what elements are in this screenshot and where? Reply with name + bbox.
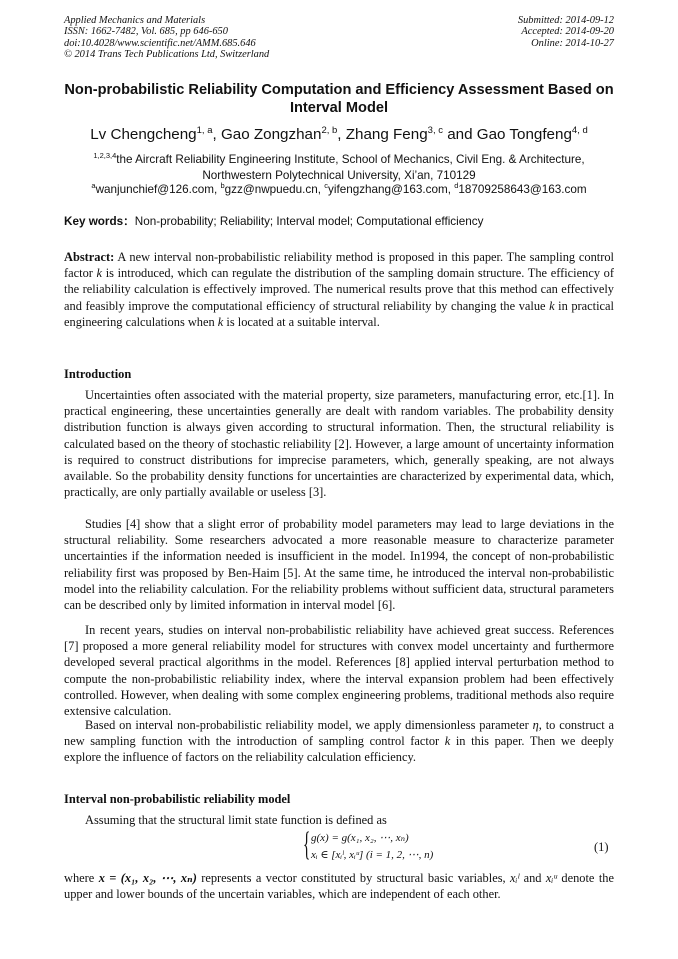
- affiliation-sup: 1,2,3,4: [93, 151, 117, 160]
- author-name: Lv Chengcheng: [90, 126, 197, 143]
- section-heading-model: Interval non-probabilistic reliability model: [64, 792, 291, 806]
- intro-paragraph-4: [64, 717, 614, 766]
- journal-info: [64, 15, 269, 61]
- email-sup: d: [454, 181, 459, 190]
- intro-paragraph-1: Uncertainties often associated with the material property, size parameters, manufacturing error, etc.[1]. In practical engineering, these uncertainties generally are dealt with random variables. The probability density distribution function is always given according to structural information. Then, the structural reliability is calculated based on the theory of stochastic reliability [2]. However, a large amount of uncertainty information is required to construct distributions for imprecise parameters, which, generally speaking, are not always available. So the probability density functions for uncertainties are characterized by experimental data, which, practically, are only partially available or useless [3].: [64, 388, 614, 500]
- author-affil-sup: 1, a: [196, 125, 213, 136]
- math-k: k: [217, 314, 224, 329]
- paragraph-text: , to construct a new sampling function with the introduction of sampling control factor: [64, 718, 614, 749]
- paper-title: Non-probabilistic Reliability Computation and Efficiency Assessment Based on Interval Model: [64, 82, 614, 116]
- affiliation-line-2: Northwestern Polytechnical University, Xi’an, 710129: [202, 168, 476, 182]
- author-separator: ,: [337, 126, 346, 143]
- email-address: wanjunchief@126.com,: [95, 183, 221, 196]
- paragraph-text: and: [519, 871, 546, 885]
- email-address: 18709258643@163.com: [458, 183, 587, 196]
- equation-1: [311, 830, 433, 864]
- doi-line: doi:10.4028/www.scientific.net/AMM.685.646: [64, 37, 256, 49]
- model-intro-text: Assuming that the structural limit state function is defined as: [85, 813, 387, 827]
- author-affil-sup: 3, c: [427, 125, 443, 136]
- abstract-text: A new interval non-probabilistic reliability method is proposed in this paper. The sampling control factor: [64, 250, 614, 281]
- paragraph-text: denote the upper and lower bounds of the uncertain variables, which are independent of each other.: [64, 871, 614, 902]
- keywords: [64, 214, 483, 229]
- math-eta: η: [532, 718, 539, 732]
- author-list: [64, 121, 614, 145]
- author-name: Zhang Feng: [345, 126, 428, 143]
- where-paragraph: [64, 870, 614, 902]
- author-emails: [64, 179, 614, 197]
- equation-line-2: xᵢ ∈ [xᵢˡ, xᵢᵘ] (i = 1, 2, ⋯, n): [311, 849, 434, 861]
- issn-line: ISSN: 1662-7482, Vol. 685, pp 646-650: [64, 26, 228, 38]
- publication-dates: [518, 15, 614, 49]
- paragraph-text: represents a vector constituted by structural basic variables,: [196, 871, 511, 885]
- accepted-date: Accepted: 2014-09-20: [521, 26, 614, 38]
- paragraph-text: in this paper. Then we deeply explore the influence of factors on the reliability calculation efficiency.: [64, 734, 614, 765]
- author-name: Gao Tongfeng: [476, 126, 572, 143]
- keywords-text: Non-probability; Reliability; Interval model; Computational efficiency: [134, 215, 484, 228]
- equation-brace: {: [303, 826, 311, 863]
- math-x-vector: x = (x₁, x₂, ⋯, xₙ): [98, 871, 197, 885]
- math-x-upper: xᵢᵘ: [545, 871, 557, 885]
- keywords-label: Key words：: [64, 215, 135, 228]
- email-sup: a: [91, 181, 96, 190]
- affiliation: [64, 148, 614, 183]
- email-sup: b: [220, 181, 225, 190]
- author-affil-sup: 2, b: [321, 125, 338, 136]
- author-affil-sup: 4, d: [571, 125, 588, 136]
- affiliation-text: the Aircraft Reliability Engineering Institute, School of Mechanics, Civil Eng. & Architecture,: [116, 153, 585, 166]
- author-separator: and: [442, 126, 477, 143]
- online-date: Online: 2014-10-27: [531, 37, 614, 49]
- email-address: yifengzhang@163.com,: [328, 183, 455, 196]
- equation-line-1: g(x) = g(x₁, x₂, ⋯, xₙ): [311, 832, 409, 844]
- paragraph-text: where: [64, 871, 99, 885]
- section-heading-introduction: Introduction: [64, 367, 132, 381]
- intro-paragraph-2: Studies [4] show that a slight error of probability model parameters may lead to large deviations in the structural reliability. Some researchers advocated a more reasonable measure to characterize parameter uncertainties if the information needed is insufficient in the model. In1994, the concept of non-probabilistic reliability first was proposed by Ben-Haim [5]. At the same time, he introduced the interval non-probabilistic model into the reliability calculation. For the reliability problems without sufficient data, structural parameters can be described only by limited information in interval model [6].: [64, 517, 614, 613]
- abstract-text: is located at a suitable interval.: [223, 314, 380, 329]
- abstract-text: in practical engineering calculations when: [64, 298, 615, 329]
- math-k: k: [549, 298, 555, 313]
- email-sup: c: [324, 181, 328, 190]
- abstract-label: Abstract:: [64, 250, 115, 264]
- journal-name: Applied Mechanics and Materials: [64, 15, 206, 26]
- math-k: k: [444, 734, 451, 749]
- copyright-line: © 2014 Trans Tech Publications Ltd, Switzerland: [64, 49, 270, 61]
- intro-paragraph-3: In recent years, studies on interval non-probabilistic reliability have achieved great success. References [7] proposed a more general reliability model for structures with convex model uncertainty and furthermore developed several practical algorithms in the model. References [8] applied interval perturbation method to compute the non-probabilistic reliability index, where the interval expansion problem had been effectively controlled. However, when dealing with some complex engineering problems, traditional methods also require extensive calculation.: [64, 623, 614, 719]
- equation-number: (1): [594, 840, 609, 854]
- abstract-text: is introduced, which can regulate the distribution of the sampling domain structure. The efficiency of the reliability calculation is effectively improved. The numerical results prove that this method can effectively and feasibly improve the computational efficiency of structural reliability by changing the value: [64, 266, 614, 313]
- paragraph-text: Based on interval non-probabilistic reliability model, we apply dimensionless parameter: [85, 718, 533, 732]
- author-separator: ,: [212, 126, 221, 143]
- author-name: Gao Zongzhan: [220, 126, 322, 143]
- math-x-lower: xᵢˡ: [510, 871, 520, 885]
- email-address: gzz@nwpuedu.cn,: [224, 183, 325, 196]
- math-k: k: [96, 266, 103, 281]
- submitted-date: Submitted: 2014-09-12: [517, 15, 614, 26]
- affiliation-line-1: [64, 148, 614, 168]
- abstract: [64, 249, 614, 330]
